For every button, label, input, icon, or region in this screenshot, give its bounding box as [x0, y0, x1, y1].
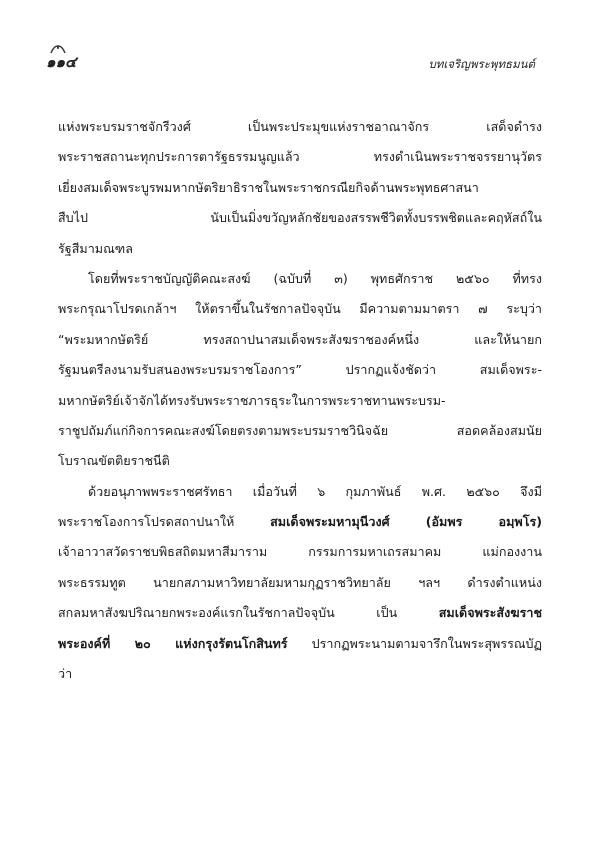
paragraph-line: ราชูปถัมภ์แก่กิจการคณะสงฆ์โดยตรงตามพระบรมราชวินิจฉัย สอดคล้องสมนัย [58, 422, 542, 438]
paragraph-line [58, 507, 542, 537]
supreme-patriarch-title: สมเด็จพระสังฆราช [438, 605, 542, 621]
paragraph-text: ปรากฏพระนามตามจารึกในพระสุพรรณบัฏ [287, 635, 542, 651]
paragraph-line: โดยที่พระราชบัญญัติคณะสงฆ์ (ฉบับที่ ๓) พุทธศักราช ๒๕๖๐ ที่ทรง [88, 270, 542, 286]
paragraph-text: พระราชโองการโปรดสถาปนาให้ [58, 514, 271, 530]
paragraph-line [58, 598, 542, 628]
paragraph-line: เยี่ยงสมเด็จพระบูรพมหากษัตริยาธิราชในพระราชกรณียกิจด้านพระพุทธศาสนา [58, 179, 479, 195]
paragraph-line: เจ้าอาวาสวัดราชบพิธสถิตมหาสีมาราม กรรมการมหาเถรสมาคม แม่กองงาน [58, 544, 542, 560]
supreme-patriarch-name: สมเด็จพระมหามุนีวงศ์ (อัมพร อมฺพโร) [270, 514, 542, 530]
paragraph-line: สืบไป นับเป็นมิ่งขวัญหลักชัยของสรรพชีวิตทั้งบรรพชิตและคฤหัสถ์ใน [58, 210, 542, 226]
paragraph-line: แห่งพระบรมราชจักรีวงศ์ เป็นพระประมุขแห่งราชอาณาจักร เสด็จดำรง [58, 119, 542, 134]
running-title: บทเจริญพระพุทธมนต์ [428, 57, 535, 71]
paragraph-line: โบราณขัตติยราชนีติ [58, 453, 170, 469]
paragraph-line: พระราชสถานะทุกประการตารัฐธรรมนูญแล้ว ทรงดำเนินพระราชจรรยานุวัตร [58, 149, 542, 165]
page-header [0, 0, 595, 90]
paragraph-text: สกลมหาสังฆปริณายกพระองค์แรกในรัชกาลปัจจุบัน เป็น [58, 605, 439, 621]
paragraph-line: ว่า [58, 666, 73, 682]
paragraph-line: มหากษัตริย์เจ้าจักได้ทรงรับพระราชภารธุระในการพระราชทานพระบรม- [58, 392, 446, 408]
page-number: ๑๑๔ [46, 53, 77, 71]
body-text [58, 112, 542, 689]
paragraph-line: พระกรุณาโปรดเกล้าฯ ให้ตราขึ้นในรัชกาลปัจจุบัน มีความตามมาตรา ๗ ระบุว่า [58, 301, 542, 317]
paragraph-line: ด้วยอนุภาพพระราชศรัทธา เมื่อวันที่ ๖ กุมภาพันธ์ พ.ศ. ๒๕๖๐ จึงมี [88, 483, 542, 499]
paragraph-line: “พระมหากษัตริย์ ทรงสถาปนาสมเด็จพระสังฆราชองค์หนึ่ง และให้นายก [58, 331, 542, 347]
paragraph-line: พระธรรมทูต นายกสภามหาวิทยาลัยมหามกุฏราชวิทยาลัย ฯลฯ ดำรงตำแหน่ง [58, 574, 542, 590]
supreme-patriarch-ordinal: พระองค์ที่ ๒๐ แห่งกรุงรัตนโกสินทร์ [58, 635, 288, 651]
paragraph-line: รัฐสีมามณฑล [58, 240, 133, 256]
paragraph-line: รัฐมนตรีลงนามรับสนองพระบรมราชโองการ” ปรากฏแจ้งชัดว่า สมเด็จพระ- [58, 362, 542, 378]
paragraph-line [58, 629, 542, 659]
